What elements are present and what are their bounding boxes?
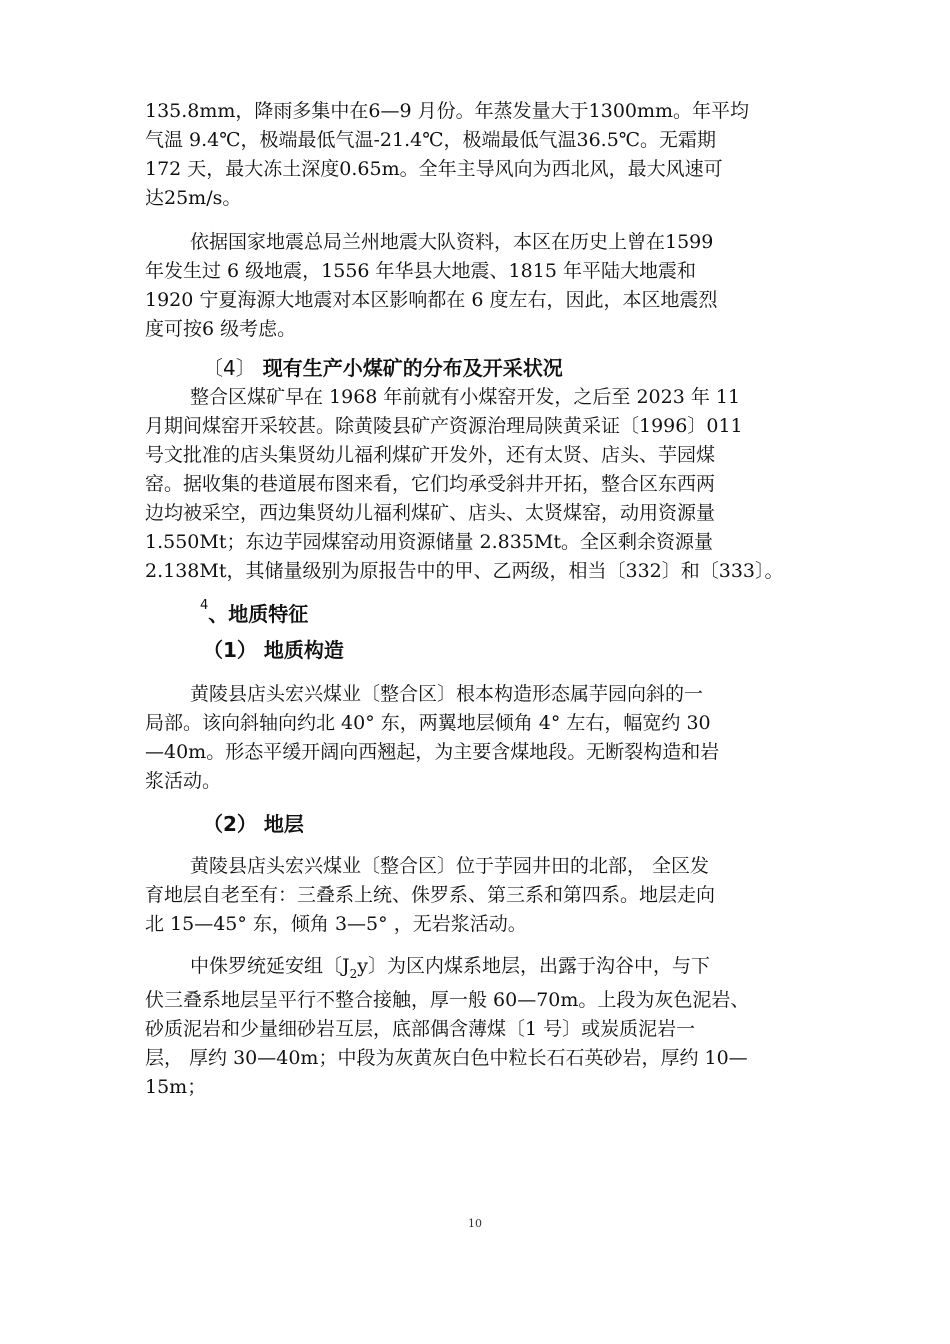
heading-number: （2）	[203, 812, 257, 836]
text-line: 15m；	[145, 1076, 207, 1098]
text-segment: y〕为区内煤系地层，出露于沟谷中，与下	[357, 955, 711, 977]
text-line: 1920 宁夏海源大地震对本区影响都在 6 度左右，因此，本区地震烈	[145, 289, 718, 311]
heading-strata	[203, 808, 304, 837]
heading-text: 、地质特征	[208, 602, 309, 626]
text-line: 号文批准的店头集贤幼儿福利煤矿开发外，还有太贤、店头、芋园煤	[145, 444, 716, 466]
text-segment: 中侏罗统延安组〔J	[190, 955, 350, 977]
text-line: 北 15—45° 东，倾角 3—5° ，无岩浆活动。	[145, 913, 527, 935]
text-line: 172 天，最大冻土深度0.65m。全年主导风向为西北风，最大风速可	[145, 158, 723, 180]
text-line: 2.138Mt，其储量级别为原报告中的甲、乙两级，相当〔332〕和〔333〕。	[145, 560, 784, 582]
text-line: 1.550Mt；东边芋园煤窑动用资源储量 2.835Mt。全区剩余资源量	[145, 531, 714, 553]
text-line: 黄陵县店头宏兴煤业〔整合区〕根本构造形态属芋园向斜的一	[190, 683, 704, 705]
text-line: 育地层自老至有：三叠系上统、侏罗系、第三系和第四系。地层走向	[145, 884, 716, 906]
text-line: 135.8mm，降雨多集中在6—9 月份。年蒸发量大于1300mm。年平均	[145, 100, 750, 122]
text-line: 局部。该向斜轴向约北 40° 东，两翼地层倾角 4° 左右，幅宽约 30	[145, 712, 711, 734]
heading-number: 〔4〕	[203, 356, 256, 380]
text-line: 黄陵县店头宏兴煤业〔整合区〕位于芋园井田的北部， 全区发	[190, 855, 710, 877]
text-line: 依据国家地震总局兰州地震大队资料，本区在历史上曾在1599	[190, 231, 714, 253]
climate-paragraph	[145, 97, 817, 213]
text-line: 气温 9.4℃，极端最低气温-21.4℃，极端最低气温36.5℃。无霜期	[145, 129, 717, 151]
heading-text: 现有生产小煤矿的分布及开采状况	[262, 356, 563, 380]
text-line: 层， 厚约 30—40m；中段为灰黄灰白色中粒长石石英砂岩，厚约 10—	[145, 1047, 748, 1069]
heading-small-mines	[203, 352, 563, 381]
text-line	[145, 952, 817, 983]
text-line: 度可按6 级考虑。	[145, 318, 297, 340]
text-line: 浆活动。	[145, 770, 222, 792]
strata-paragraph	[145, 852, 817, 939]
page-number: 10	[468, 1217, 482, 1230]
seismic-paragraph	[145, 228, 817, 344]
jurassic-paragraph	[145, 952, 817, 1102]
text-line: 整合区煤矿早在 1968 年前就有小煤窑开发，之后至 2023 年 11	[190, 386, 741, 408]
subscript: 2	[349, 967, 358, 981]
text-line: —40m。形态平缓开阔向西翘起，为主要含煤地段。无断裂构造和岩	[145, 741, 720, 763]
text-line: 月期间煤窑开采较甚。除黄陵县矿产资源治理局陕黄采证〔1996〕011	[145, 415, 743, 437]
heading-geology	[200, 598, 308, 627]
text-line: 窑。据收集的巷道展布图来看，它们均承受斜井开拓，整合区东西两	[145, 473, 716, 495]
heading-number: 4	[200, 598, 209, 613]
text-line: 砂质泥岩和少量细砂岩互层，底部偶含薄煤〔1 号〕或炭质泥岩一	[145, 1018, 696, 1040]
heading-text: 地质构造	[263, 638, 344, 662]
text-line: 年发生过 6 级地震，1556 年华县大地震、1815 年平陆大地震和	[145, 260, 696, 282]
text-line: 伏三叠系地层呈平行不整合接触，厚一般 60—70m。上段为灰色泥岩、	[145, 989, 750, 1011]
heading-text: 地层	[263, 812, 304, 836]
structure-paragraph	[145, 680, 817, 796]
text-line: 达25m/s。	[145, 187, 242, 209]
text-line: 边均被采空，西边集贤幼儿福利煤矿、店头、太贤煤窑，动用资源量	[145, 502, 716, 524]
heading-structure	[203, 634, 344, 663]
heading-number: （1）	[203, 638, 257, 662]
mining-paragraph	[145, 383, 817, 586]
